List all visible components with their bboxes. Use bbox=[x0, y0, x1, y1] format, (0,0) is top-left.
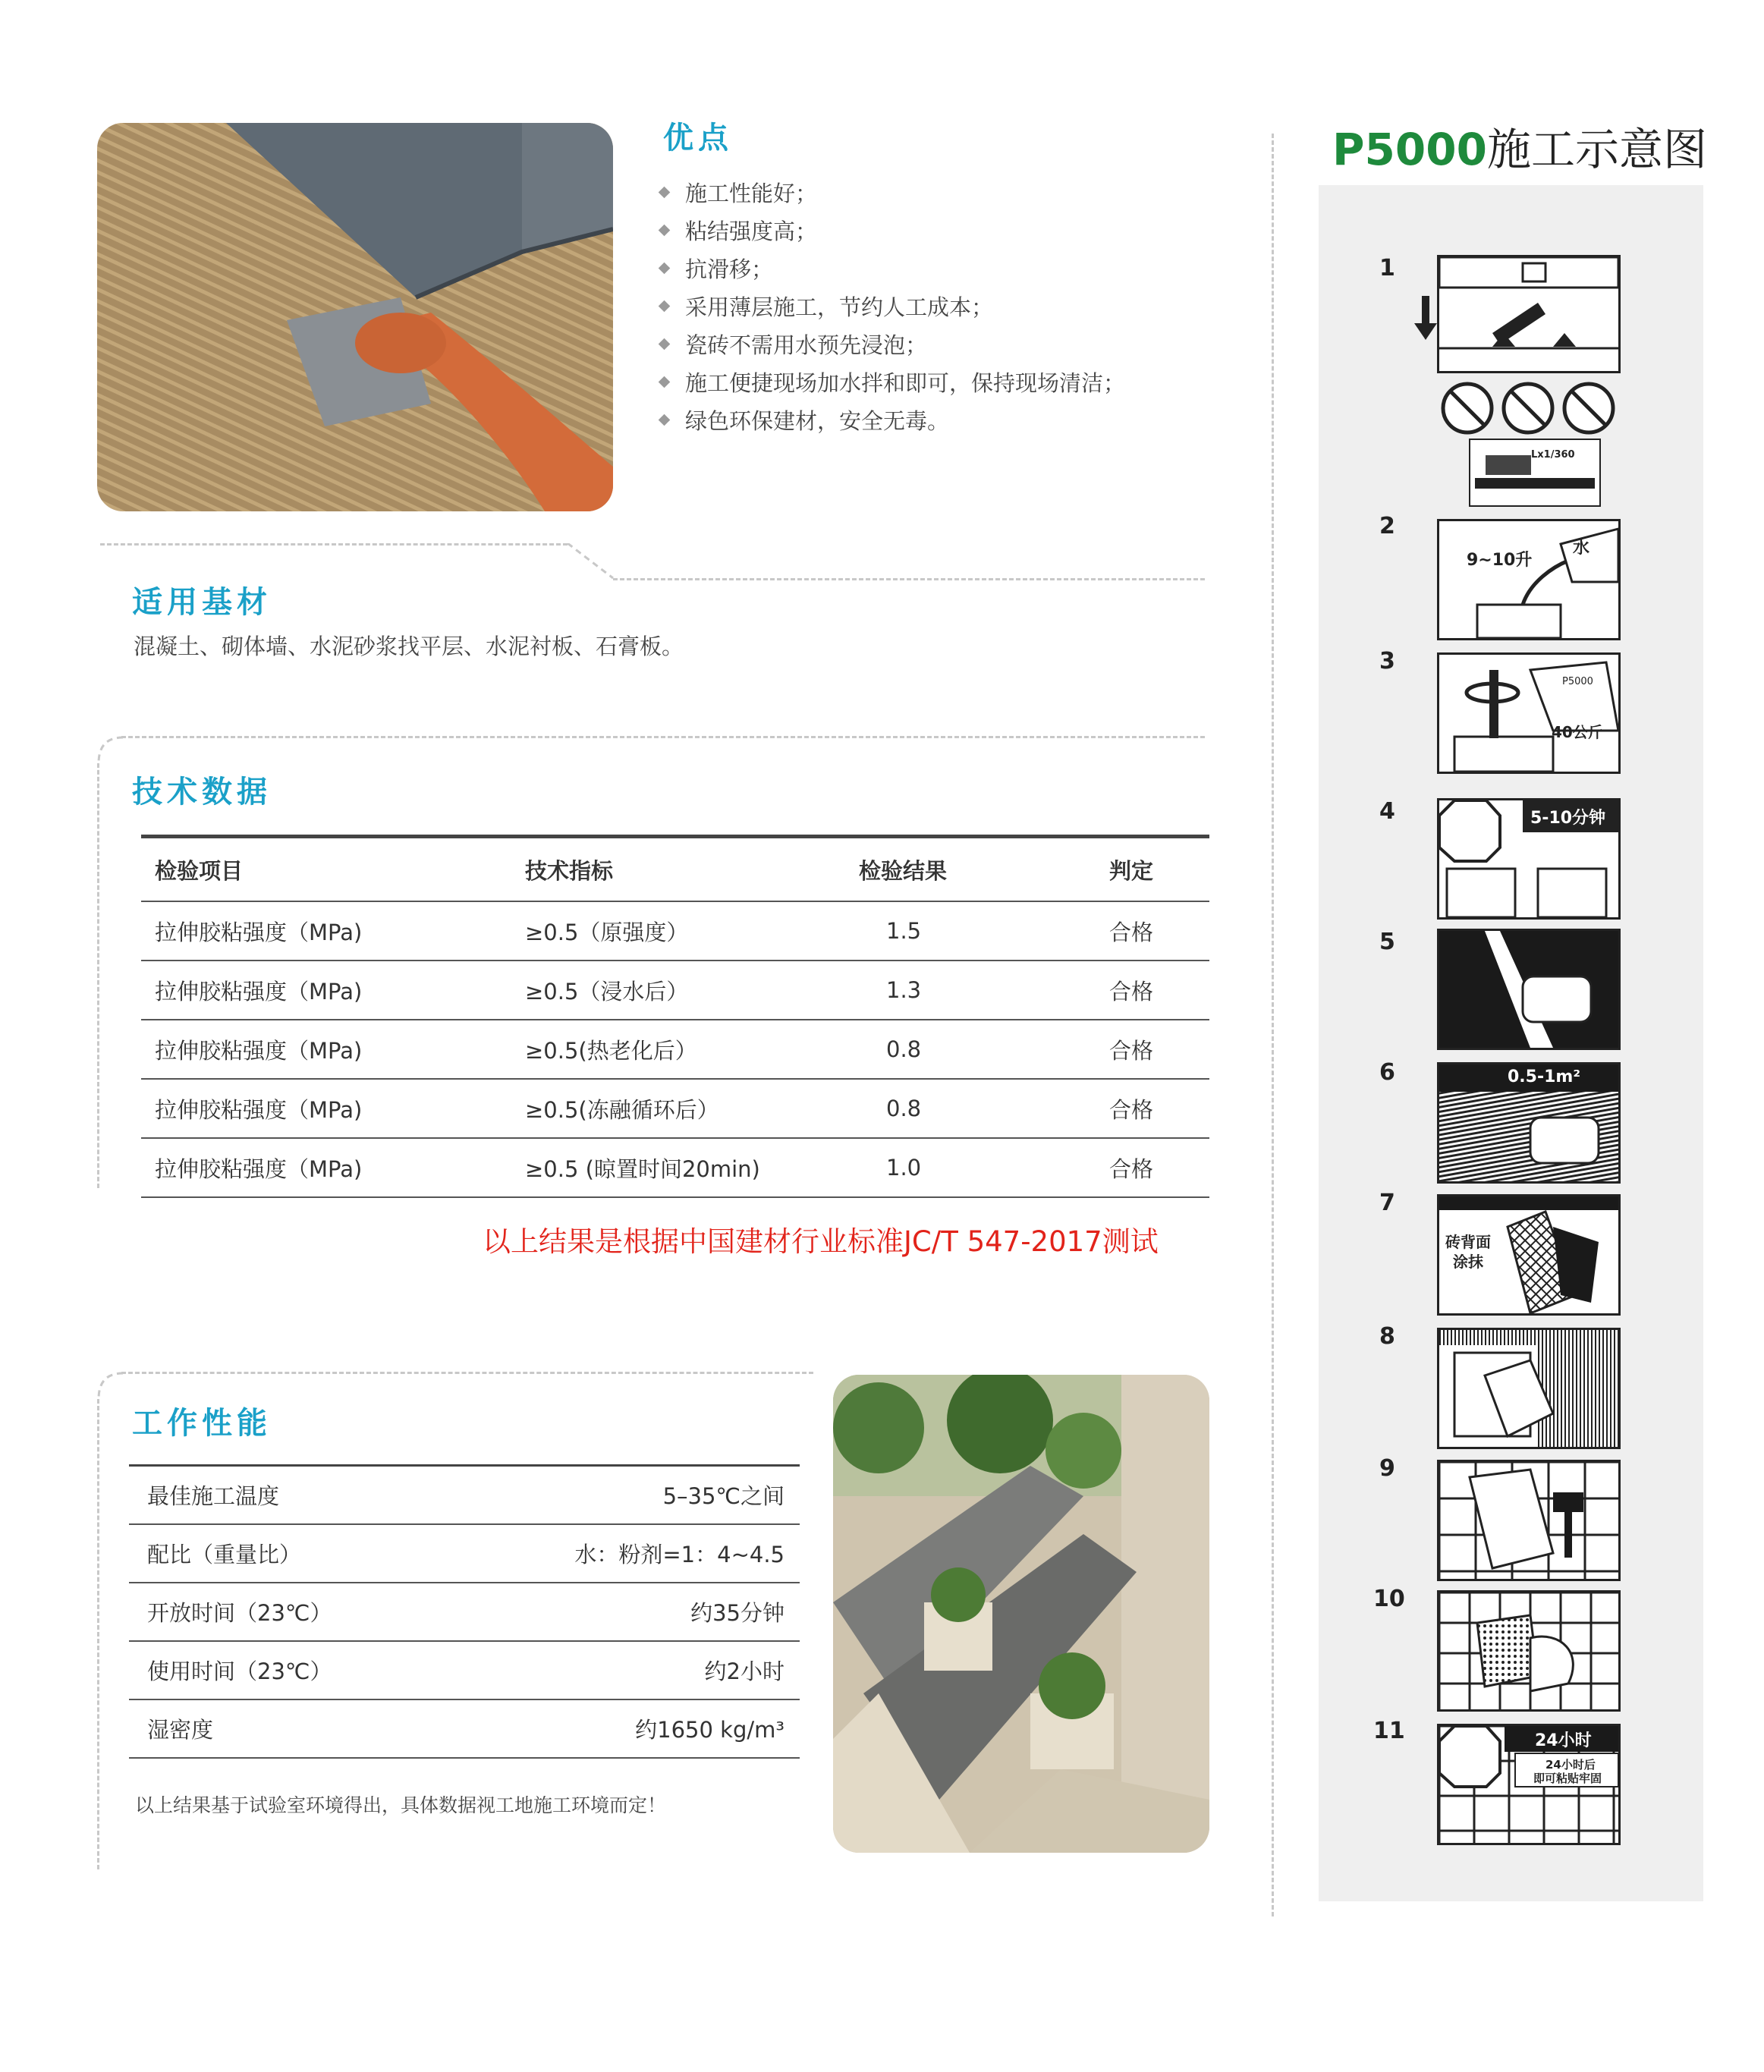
step-number: 9 bbox=[1379, 1455, 1395, 1482]
substrate-title: 适用基材 bbox=[132, 585, 272, 620]
back-coating-label: 砖背面 bbox=[1445, 1233, 1491, 1251]
property-value: 约1650 kg/m³ bbox=[447, 1699, 800, 1758]
column-header: 技术指标 bbox=[525, 837, 859, 902]
wait-time-label: 5-10分钟 bbox=[1530, 809, 1606, 828]
step-4-illustration bbox=[1437, 798, 1621, 920]
divider bbox=[97, 1399, 99, 1869]
level-illustration bbox=[1469, 439, 1601, 507]
advantage-text: 粘结强度高； bbox=[685, 219, 818, 244]
table-row bbox=[129, 1466, 800, 1525]
step-9-illustration bbox=[1437, 1460, 1621, 1581]
table-cell: 0.8 bbox=[859, 1020, 1109, 1079]
property-name: 湿密度 bbox=[129, 1699, 447, 1758]
table-cell: 1.3 bbox=[859, 961, 1109, 1020]
divider bbox=[97, 763, 99, 1188]
work-perf-title: 工作性能 bbox=[132, 1406, 272, 1441]
divider bbox=[1272, 134, 1274, 1916]
advantage-text: 采用薄层施工，节约人工成本； bbox=[685, 294, 994, 320]
work-perf-table bbox=[129, 1464, 800, 1759]
table-row bbox=[141, 1020, 1209, 1079]
table-row bbox=[141, 1079, 1209, 1138]
bullet-diamond-icon bbox=[659, 338, 671, 350]
down-arrow-icon bbox=[1414, 296, 1437, 344]
table-cell: 拉伸胶粘强度（MPa) bbox=[141, 1020, 525, 1079]
bullet-diamond-icon bbox=[659, 413, 671, 426]
advantage-text: 施工性能好； bbox=[685, 181, 818, 206]
step-number: 11 bbox=[1373, 1718, 1405, 1744]
table-cell: 拉伸胶粘强度（MPa) bbox=[141, 961, 525, 1020]
cure-time-label: 24小时 bbox=[1535, 1731, 1592, 1750]
property-value: 5–35℃之间 bbox=[447, 1466, 800, 1525]
step-number: 4 bbox=[1379, 798, 1395, 825]
cure-note-label-2: 即可粘贴牢固 bbox=[1533, 1772, 1602, 1785]
step-8-illustration bbox=[1437, 1328, 1621, 1449]
escalator-photo bbox=[833, 1375, 1209, 1853]
table-row bbox=[129, 1524, 800, 1583]
step-7-illustration bbox=[1437, 1194, 1621, 1316]
advantage-text: 瓷砖不需用水预先浸泡； bbox=[685, 332, 928, 358]
step-number: 2 bbox=[1379, 513, 1395, 539]
table-header-row bbox=[141, 837, 1209, 902]
product-label: P5000 bbox=[1562, 676, 1593, 687]
step-5-illustration bbox=[1437, 929, 1621, 1050]
table-cell: ≥0.5（浸水后） bbox=[525, 961, 859, 1020]
advantages-title: 优点 bbox=[663, 121, 733, 156]
column-header: 判定 bbox=[1109, 837, 1209, 902]
table-row bbox=[129, 1699, 800, 1758]
step-number: 6 bbox=[1379, 1059, 1395, 1086]
cure-note-label: 24小时后 bbox=[1545, 1758, 1596, 1772]
step-number: 3 bbox=[1379, 648, 1395, 674]
step-number: 8 bbox=[1379, 1323, 1395, 1350]
table-cell: 合格 bbox=[1109, 961, 1209, 1020]
property-value: 水：粉剂=1：4~4.5 bbox=[447, 1524, 800, 1583]
advantage-text: 施工便捷现场加水拌和即可，保持现场清洁； bbox=[685, 370, 1126, 396]
step-number: 1 bbox=[1379, 255, 1395, 281]
step-11-illustration bbox=[1437, 1724, 1621, 1845]
advantage-text: 绿色环保建材，安全无毒。 bbox=[685, 408, 950, 434]
table-row bbox=[141, 961, 1209, 1020]
table-cell: 拉伸胶粘强度（MPa) bbox=[141, 1079, 525, 1138]
weight-label: 40公斤 bbox=[1552, 723, 1603, 741]
step-number: 7 bbox=[1379, 1190, 1395, 1216]
tech-data-title: 技术数据 bbox=[132, 775, 272, 810]
table-row bbox=[129, 1641, 800, 1699]
table-row bbox=[141, 901, 1209, 961]
list-item bbox=[660, 402, 1125, 440]
property-name: 开放时间（23℃） bbox=[129, 1583, 447, 1641]
divider bbox=[100, 543, 568, 546]
bullet-diamond-icon bbox=[659, 262, 671, 274]
step-2-illustration bbox=[1437, 519, 1621, 640]
table-cell: 拉伸胶粘强度（MPa) bbox=[141, 1138, 525, 1197]
step-number: 10 bbox=[1373, 1586, 1405, 1612]
bullet-diamond-icon bbox=[659, 224, 671, 236]
step-number: 5 bbox=[1379, 929, 1395, 955]
bullet-diamond-icon bbox=[659, 376, 671, 388]
work-perf-note: 以上结果基于试验室环境得出，具体数据视工地施工环境而定！ bbox=[135, 1794, 667, 1816]
table-cell: 合格 bbox=[1109, 1079, 1209, 1138]
table-cell: 拉伸胶粘强度（MPa) bbox=[141, 901, 525, 961]
divider bbox=[613, 578, 1205, 580]
area-label: 0.5-1m² bbox=[1508, 1067, 1580, 1086]
table-row bbox=[129, 1583, 800, 1641]
divider-slant bbox=[568, 543, 621, 581]
list-item bbox=[660, 250, 1125, 288]
diagram-panel bbox=[1319, 185, 1703, 1901]
step-1-illustration bbox=[1437, 255, 1621, 373]
property-value: 约2小时 bbox=[447, 1641, 800, 1699]
list-item bbox=[660, 288, 1125, 326]
table-cell: ≥0.5 (晾置时间20min) bbox=[525, 1138, 859, 1197]
divider-corner bbox=[96, 1372, 126, 1402]
table-cell: 0.8 bbox=[859, 1079, 1109, 1138]
table-cell: 合格 bbox=[1109, 1138, 1209, 1197]
step-6-illustration bbox=[1437, 1062, 1621, 1184]
list-item bbox=[660, 326, 1125, 364]
column-header: 检验项目 bbox=[141, 837, 525, 902]
diagram-title bbox=[1332, 114, 1707, 178]
table-cell: 1.5 bbox=[859, 901, 1109, 961]
level-label: Lx1/360 bbox=[1531, 449, 1575, 461]
water-label: 水 bbox=[1573, 539, 1590, 558]
trowel-photo bbox=[97, 123, 613, 511]
table-cell: ≥0.5(热老化后） bbox=[525, 1020, 859, 1079]
list-item bbox=[660, 212, 1125, 250]
column-header: 检验结果 bbox=[859, 837, 1109, 902]
property-name: 配比（重量比） bbox=[129, 1524, 447, 1583]
table-row bbox=[141, 1138, 1209, 1197]
substrate-text: 混凝土、砌体墙、水泥砂浆找平层、水泥衬板、石膏板。 bbox=[134, 634, 684, 659]
table-cell: 合格 bbox=[1109, 901, 1209, 961]
bullet-diamond-icon bbox=[659, 300, 671, 312]
table-cell: 1.0 bbox=[859, 1138, 1109, 1197]
step-10-illustration bbox=[1437, 1590, 1621, 1712]
back-coating-label-2: 涂抹 bbox=[1453, 1253, 1483, 1271]
property-name: 最佳施工温度 bbox=[129, 1466, 447, 1525]
list-item bbox=[660, 364, 1125, 402]
table-cell: 合格 bbox=[1109, 1020, 1209, 1079]
divider-corner bbox=[96, 736, 126, 766]
diagram-title-product: P5000 bbox=[1332, 124, 1487, 175]
advantage-text: 抗滑移； bbox=[685, 256, 774, 282]
property-name: 使用时间（23℃） bbox=[129, 1641, 447, 1699]
table-cell: ≥0.5（原强度） bbox=[525, 901, 859, 961]
advantages-list bbox=[660, 175, 1125, 440]
bullet-diamond-icon bbox=[659, 186, 671, 198]
no-dust-icons bbox=[1439, 379, 1618, 440]
tech-data-table bbox=[141, 835, 1209, 1198]
tech-data-note: 以上结果是根据中国建材行业标准JC/T 547-2017测试 bbox=[483, 1225, 1159, 1258]
list-item bbox=[660, 175, 1125, 212]
table-cell: ≥0.5(冻融循环后） bbox=[525, 1079, 859, 1138]
step-3-illustration bbox=[1437, 652, 1621, 774]
divider bbox=[121, 1372, 813, 1374]
divider bbox=[121, 736, 1205, 738]
water-amount-label: 9~10升 bbox=[1467, 551, 1533, 570]
diagram-title-text: 施工示意图 bbox=[1486, 124, 1707, 175]
property-value: 约35分钟 bbox=[447, 1583, 800, 1641]
